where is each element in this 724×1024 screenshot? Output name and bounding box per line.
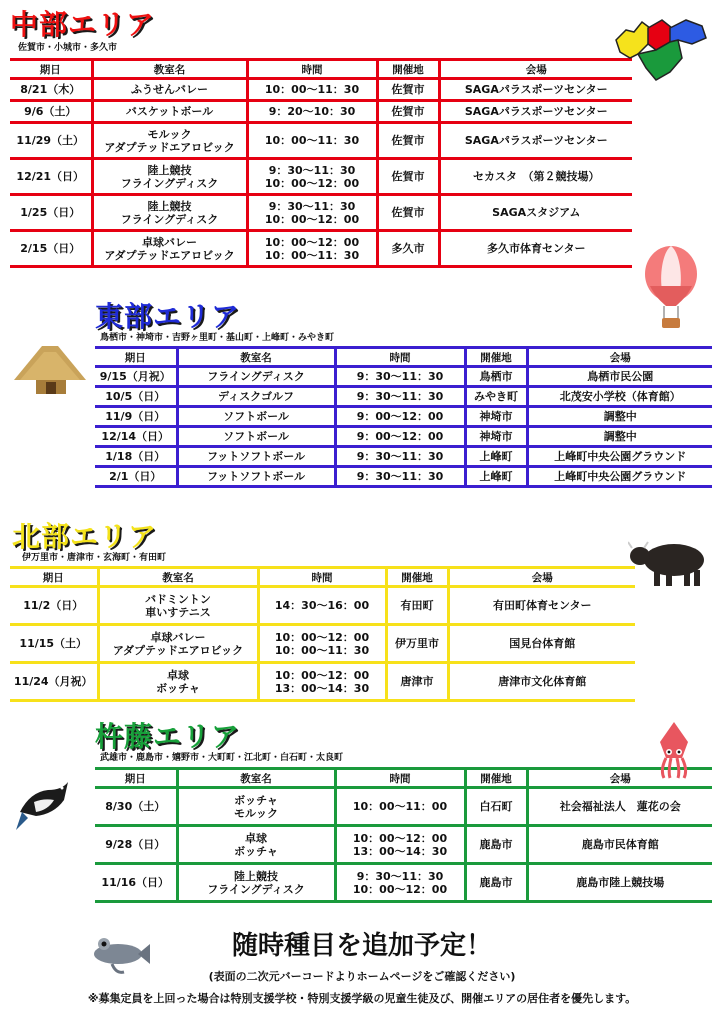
cell-class <box>177 826 335 864</box>
time-line: 9：00〜12：00 <box>356 410 444 423</box>
time-line: 10：00〜12：00 <box>352 882 448 896</box>
column-header-place: 開催地 <box>465 769 527 788</box>
cell-class <box>177 788 335 826</box>
time-line: 10：00〜12：00 <box>274 668 370 682</box>
column-header-time: 時間 <box>258 568 386 587</box>
class-line: ソフトボール <box>223 430 289 443</box>
cell-place: 伊万里市 <box>386 625 448 663</box>
cell-date: 11/16（日） <box>95 864 177 902</box>
cell-place: 白石町 <box>465 788 527 826</box>
column-header-class: 教室名 <box>98 568 258 587</box>
cell-venue: 北茂安小学校（体育館） <box>527 387 712 407</box>
footer-subtext: (表面の二次元バーコードよりホームページをご確認ください) <box>208 970 516 983</box>
cell-venue: 上峰町中央公園グラウンド <box>527 447 712 467</box>
cell-date: 11/29（土） <box>10 123 92 159</box>
class-line: ボッチャ <box>156 681 200 695</box>
time-line: 9：30〜11：30 <box>356 390 444 403</box>
area-subtitle-kinefuji: 武雄市・鹿島市・嬉野市・大町町・江北町・白石町・太良町 <box>100 753 344 763</box>
table-row <box>95 826 712 864</box>
cell-date: 11/9（日） <box>95 407 177 427</box>
cell-date: 1/25（日） <box>10 195 92 231</box>
column-header-time: 時間 <box>335 348 465 367</box>
cell-place: 鳥栖市 <box>465 367 527 387</box>
cell-time <box>335 788 465 826</box>
class-line: フライングディスク <box>207 370 305 383</box>
cell-time <box>335 864 465 902</box>
cell-date: 10/5（日） <box>95 387 177 407</box>
cell-date: 2/1（日） <box>95 467 177 487</box>
column-header-place: 開催地 <box>377 60 439 79</box>
cell-date: 11/15（土） <box>10 625 98 663</box>
class-line: フライングディスク <box>120 176 219 190</box>
class-line: モルック <box>234 806 278 820</box>
class-line: ボッチャ <box>234 844 278 858</box>
time-line: 10：00〜11：30 <box>274 643 370 657</box>
class-line: 卓球バレー <box>150 630 206 644</box>
class-line: 陸上競技 <box>234 869 278 883</box>
schedule-table-kinefuji <box>95 767 712 903</box>
cell-place: 佐賀市 <box>377 79 439 101</box>
area-subtitle-tobu: 鳥栖市・神埼市・吉野ヶ里町・基山町・上峰町・みやき町 <box>100 333 335 343</box>
area-subtitle-chubu: 佐賀市・小城市・多久市 <box>18 43 118 53</box>
class-line: 陸上競技 <box>147 163 192 177</box>
cell-date: 11/24（月祝） <box>10 663 98 701</box>
column-header-date: 期日 <box>10 60 92 79</box>
cell-place: みやき町 <box>465 387 527 407</box>
area-subtitle-hokubu: 伊万里市・唐津市・玄海町・有田町 <box>22 553 167 563</box>
footer-note: ※募集定員を上回った場合は特別支援学校・特別支援学級の児童生徒及び、開催エリアの居住者を優先します。 <box>87 992 637 1005</box>
column-header-time: 時間 <box>247 60 377 79</box>
column-header-class: 教室名 <box>177 348 335 367</box>
class-line: 卓球バレー <box>142 235 197 249</box>
cell-place: 多久市 <box>377 231 439 267</box>
saga-map-icon <box>612 10 712 88</box>
cell-place: 佐賀市 <box>377 123 439 159</box>
cell-date: 2/15（日） <box>10 231 92 267</box>
cell-date: 8/30（土） <box>95 788 177 826</box>
cell-venue: 調整中 <box>527 427 712 447</box>
cell-date: 9/6（土） <box>10 101 92 123</box>
column-header-place: 開催地 <box>386 568 448 587</box>
column-header-date: 期日 <box>95 348 177 367</box>
time-line: 9：30〜11：30 <box>356 450 444 463</box>
squid-icon <box>652 722 696 780</box>
mudskipper-fish-icon <box>90 928 152 976</box>
cell-venue: 上峰町中央公園グラウンド <box>527 467 712 487</box>
cell-place: 唐津市 <box>386 663 448 701</box>
cell-place: 佐賀市 <box>377 195 439 231</box>
class-line: 卓球 <box>167 668 189 682</box>
cell-venue: 鹿島市民体育館 <box>527 826 712 864</box>
cell-time <box>335 826 465 864</box>
cell-venue: 社会福祉法人 蓮花の会 <box>527 788 712 826</box>
cell-date: 1/18（日） <box>95 447 177 467</box>
cell-date: 8/21（木） <box>10 79 92 101</box>
cell-place: 鹿島市 <box>465 826 527 864</box>
cell-class <box>177 864 335 902</box>
cell-venue: 有田町体育センター <box>448 587 635 625</box>
area-title-chubu: 中部エリア <box>10 8 156 41</box>
class-line: 陸上競技 <box>147 199 192 213</box>
column-header-place: 開催地 <box>465 348 527 367</box>
cell-date: 9/28（日） <box>95 826 177 864</box>
column-header-class: 教室名 <box>92 60 247 79</box>
cell-place: 有田町 <box>386 587 448 625</box>
class-line: ディスクゴルフ <box>218 390 294 403</box>
area-title-tobu: 東部エリア <box>95 300 241 333</box>
cell-venue: 国見台体育館 <box>448 625 635 663</box>
class-line: バドミントン <box>145 592 211 606</box>
column-header-time: 時間 <box>335 769 465 788</box>
class-line: 卓球 <box>245 831 267 845</box>
class-line: フットソフトボール <box>206 470 305 483</box>
class-line: ソフトボール <box>223 410 289 423</box>
black-cow-icon <box>628 534 714 590</box>
class-line: モルック <box>147 127 192 141</box>
time-line: 10：00〜11：30 <box>264 248 360 262</box>
time-line: 9：30〜11：30 <box>268 163 356 177</box>
class-line: バスケットボール <box>125 105 214 118</box>
cell-place: 上峰町 <box>465 467 527 487</box>
cell-date: 11/2（日） <box>10 587 98 625</box>
column-header-venue: 会場 <box>448 568 635 587</box>
column-header-venue: 会場 <box>527 769 712 788</box>
area-title-hokubu: 北部エリア <box>12 520 158 553</box>
time-line: 10：00〜11：30 <box>264 134 360 147</box>
cell-venue: SAGAパラスポーツセンター <box>439 101 632 123</box>
class-line: アダプテッドエアロビック <box>112 643 244 657</box>
class-line: フットソフトボール <box>206 450 305 463</box>
time-line: 10：00〜12：00 <box>274 630 370 644</box>
cell-place: 佐賀市 <box>377 101 439 123</box>
time-line: 9：20〜10：30 <box>268 105 356 118</box>
column-header-date: 期日 <box>10 568 98 587</box>
column-header-date: 期日 <box>95 769 177 788</box>
cell-venue: 唐津市文化体育館 <box>448 663 635 701</box>
time-line: 10：00〜12：00 <box>264 176 360 190</box>
cell-venue: 多久市体育センター <box>439 231 632 267</box>
cell-venue: セカスタ （第２競技場） <box>439 159 632 195</box>
class-line: フライングディスク <box>207 882 305 896</box>
cell-place: 神埼市 <box>465 427 527 447</box>
cell-venue: 鹿島市陸上競技場 <box>527 864 712 902</box>
column-header-venue: 会場 <box>527 348 712 367</box>
column-header-class: 教室名 <box>177 769 335 788</box>
class-line: アダプテッドエアロビック <box>104 248 235 262</box>
time-line: 10：00〜12：00 <box>264 212 360 226</box>
cell-date: 12/21（日） <box>10 159 92 195</box>
cell-venue: SAGAパラスポーツセンター <box>439 123 632 159</box>
time-line: 10：00〜11：30 <box>264 83 360 96</box>
time-line: 9：30〜11：30 <box>268 199 356 213</box>
time-line: 9：30〜11：30 <box>356 869 444 883</box>
cell-venue: 調整中 <box>527 407 712 427</box>
time-line: 9：30〜11：30 <box>356 470 444 483</box>
time-line: 13：00〜14：30 <box>352 844 448 858</box>
area-title-kinefuji: 杵藤エリア <box>95 720 241 753</box>
cell-venue: 鳥栖市民公園 <box>527 367 712 387</box>
time-line: 10：00〜12：00 <box>264 235 360 249</box>
hot-air-balloon-icon <box>642 244 700 334</box>
cell-place: 鹿島市 <box>465 864 527 902</box>
time-line: 9：30〜11：30 <box>356 370 444 383</box>
table-header-row <box>95 769 712 788</box>
time-line: 14：30〜16：00 <box>274 599 370 612</box>
column-header-venue: 会場 <box>439 60 632 79</box>
footer-headline: 随時種目を追加予定！ <box>231 931 492 961</box>
table-row <box>95 864 712 902</box>
cell-place: 佐賀市 <box>377 159 439 195</box>
time-line: 10：00〜11：00 <box>352 800 448 813</box>
cell-venue: SAGAパラスポーツセンター <box>439 79 632 101</box>
cell-place: 神埼市 <box>465 407 527 427</box>
class-line: フライングディスク <box>120 212 219 226</box>
time-line: 10：00〜12：00 <box>352 831 448 845</box>
class-line: 車いすテニス <box>145 605 211 619</box>
magpie-bird-icon <box>14 772 74 834</box>
cell-place: 上峰町 <box>465 447 527 467</box>
time-line: 13：00〜14：30 <box>274 681 370 695</box>
table-row <box>95 788 712 826</box>
cell-venue: SAGAスタジアム <box>439 195 632 231</box>
class-line: ふうせんバレー <box>131 83 208 96</box>
class-line: ボッチャ <box>234 793 278 807</box>
class-line: アダプテッドエアロビック <box>104 140 235 154</box>
cell-date: 12/14（日） <box>95 427 177 447</box>
cell-date: 9/15（月祝） <box>95 367 177 387</box>
thatched-hut-icon <box>10 340 90 398</box>
time-line: 9：00〜12：00 <box>356 430 444 443</box>
